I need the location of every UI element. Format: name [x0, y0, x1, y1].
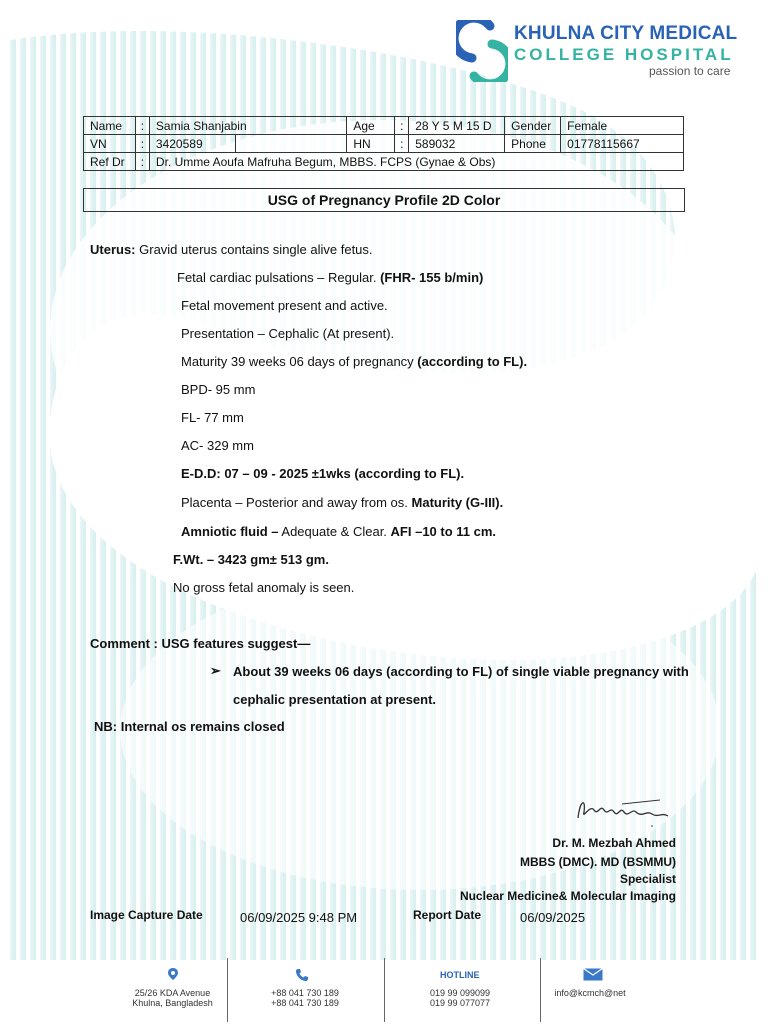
- doctor-degree: MBBS (DMC). MD (BSMMU): [520, 855, 676, 869]
- edd-value: E-D.D: 07 – 09 - 2025 ±1wks (according to FL).: [181, 466, 465, 481]
- footer-email: info@kcmch@net: [554, 988, 626, 998]
- vn-label: VN: [84, 135, 136, 153]
- colon: :: [135, 117, 149, 135]
- colon: :: [395, 135, 409, 153]
- age-label: Age: [347, 117, 395, 135]
- hospital-tagline: passion to care: [649, 64, 731, 78]
- hotline-number-1: 019 99 099099: [429, 988, 491, 998]
- footer-address: [110, 988, 235, 1008]
- address-line2: Khulna, Bangladesh: [132, 998, 213, 1008]
- hotline-number-2: 019 99 077077: [429, 998, 491, 1008]
- colon: :: [395, 117, 409, 135]
- amniotic-finding: [181, 524, 496, 539]
- footer-divider: [540, 958, 541, 1022]
- footer-divider: [384, 958, 385, 1022]
- suggestion-line2: cephalic presentation at present.: [233, 692, 437, 707]
- doctor-signature: [572, 790, 672, 830]
- patient-phone: 01778115667: [561, 135, 684, 153]
- uterus-finding: [90, 242, 373, 257]
- maturity-basis: (according to FL).: [417, 354, 528, 369]
- patient-hn: 589032: [409, 135, 505, 153]
- table-row: [84, 153, 684, 171]
- colon: :: [135, 135, 149, 153]
- amniotic-label: Amniotic fluid –: [181, 524, 279, 539]
- capture-date-value: 06/09/2025 9:48 PM: [240, 910, 358, 925]
- location-pin-icon: [167, 967, 179, 981]
- fetal-weight: F.Wt. – 3423 gm± 513 gm.: [173, 552, 329, 567]
- amniotic-text: Adequate & Clear.: [278, 524, 391, 539]
- presentation-finding: Presentation – Cephalic (At present).: [181, 326, 395, 341]
- maturity-finding: [181, 354, 527, 369]
- report-date-value: 06/09/2025: [520, 910, 586, 925]
- hospital-logo: [456, 20, 756, 82]
- uterus-label: Uterus:: [90, 242, 136, 257]
- patient-gender: Female: [561, 117, 684, 135]
- empty-cell: [235, 135, 347, 153]
- movement-finding: Fetal movement present and active.: [181, 298, 388, 313]
- hospital-name-line1: KHULNA CITY MEDICAL: [514, 23, 738, 44]
- afi-value: AFI –10 to 11 cm.: [390, 524, 497, 539]
- capture-date-label: Image Capture Date: [90, 908, 203, 922]
- anomaly-finding: No gross fetal anomaly is seen.: [173, 580, 355, 595]
- footer-phones: [245, 988, 365, 1008]
- suggestion-line1: About 39 weeks 06 days (according to FL) of single viable pregnancy with: [233, 664, 689, 679]
- phone-number-2: +88 041 730 189: [271, 998, 339, 1008]
- report-date-label: Report Date: [413, 908, 482, 922]
- fhr-value: (FHR- 155 b/min): [380, 270, 484, 285]
- table-row: [84, 135, 684, 153]
- colon: :: [135, 153, 149, 171]
- hn-label: HN: [347, 135, 395, 153]
- patient-info-table: [83, 116, 684, 171]
- maturity-text: Maturity 39 weeks 06 days of pregnancy: [181, 354, 418, 369]
- patient-name: Samia Shanjabin: [149, 117, 346, 135]
- phone-number-1: +88 041 730 189: [271, 988, 339, 998]
- report-title: USG of Pregnancy Profile 2D Color: [83, 188, 685, 212]
- placenta-maturity: Maturity (G-III).: [411, 495, 504, 510]
- ac-value: AC- 329 mm: [181, 438, 254, 453]
- placenta-finding: [181, 495, 503, 510]
- phone-icon: [295, 968, 309, 982]
- gender-label: Gender: [505, 117, 561, 135]
- bullet-arrow-icon: ➢: [210, 663, 221, 678]
- email-envelope-icon: [583, 968, 603, 981]
- refdr-label: Ref Dr: [84, 153, 136, 171]
- referring-doctor: Dr. Umme Aoufa Mafruha Begum, MBBS. FCPS (Gynae & Obs): [149, 153, 683, 171]
- footer-hotlines: [400, 988, 520, 1008]
- logo-mark-icon: [456, 20, 508, 82]
- fl-value: FL- 77 mm: [181, 410, 244, 425]
- doctor-title: Specialist: [619, 872, 676, 886]
- hospital-name-line2: COLLEGE HOSPITAL: [514, 45, 734, 64]
- patient-age: 28 Y 5 M 15 D: [409, 117, 505, 135]
- phone-label: Phone: [505, 135, 561, 153]
- placenta-text: Placenta – Posterior and away from os.: [181, 495, 412, 510]
- table-row: [84, 117, 684, 135]
- hotline-label: HOTLINE: [440, 970, 480, 980]
- comment-heading: Comment : USG features suggest—: [90, 636, 311, 651]
- doctor-department: Nuclear Medicine& Molecular Imaging: [459, 889, 676, 903]
- patient-vn: 3420589: [149, 135, 235, 153]
- cardiac-finding: [177, 270, 483, 285]
- address-line1: 25/26 KDA Avenue: [134, 988, 211, 998]
- uterus-text: Gravid uterus contains single alive fetus.: [135, 242, 373, 257]
- nb-note: NB: Internal os remains closed: [94, 719, 285, 734]
- name-label: Name: [84, 117, 136, 135]
- doctor-name: Dr. M. Mezbah Ahmed: [552, 836, 676, 850]
- bpd-value: BPD- 95 mm: [181, 382, 256, 397]
- cardiac-text: Fetal cardiac pulsations – Regular.: [177, 270, 381, 285]
